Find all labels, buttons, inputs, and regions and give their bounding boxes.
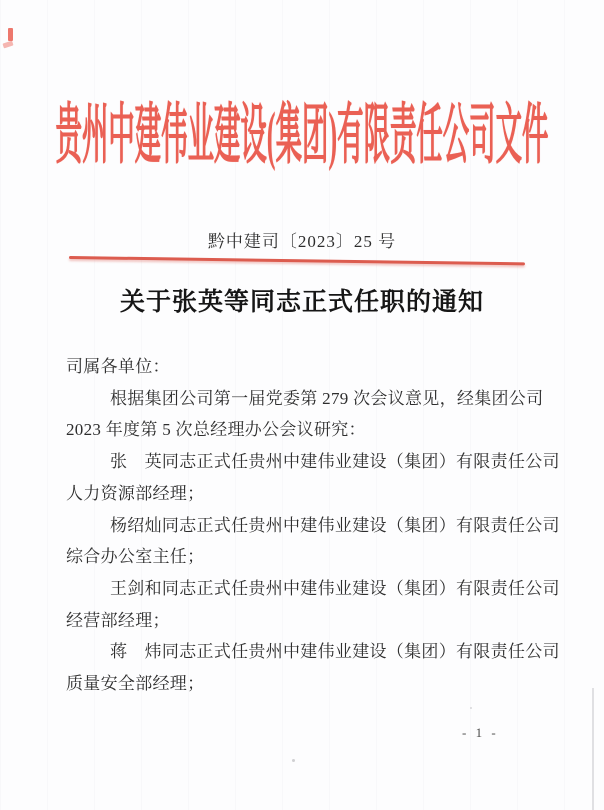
page-number: - 1 -: [462, 725, 499, 740]
body-line: 张 英同志正式任贵州中建伟业建设（集团）有限责任公司: [110, 452, 560, 472]
body-line: 经营部经理；: [66, 610, 170, 630]
scan-speck: [470, 707, 472, 709]
body-line: 2023 年度第 5 次总经理办公会议研究：: [66, 420, 366, 440]
scan-edge-streak: [592, 688, 594, 810]
doc-number: 黔中建司〔2023〕25 号: [207, 232, 397, 251]
org-title: 贵州中建伟业建设(集团)有限责任公司文件: [55, 99, 549, 172]
body-line: 蒋 炜同志正式任贵州中建伟业建设（集团）有限责任公司: [110, 642, 560, 662]
body-line: 人力资源部经理；: [66, 483, 205, 503]
body-line: 质量安全部经理；: [66, 674, 205, 694]
scan-speck: [292, 759, 295, 762]
body-line: 根据集团公司第一届党委第 279 次会议意见，经集团公司: [110, 388, 544, 408]
masthead: [0, 94, 604, 178]
body-line: 综合办公室主任；: [66, 547, 205, 567]
notice-title: 关于张英等同志正式任职的通知: [119, 289, 484, 316]
body-line: 司属各单位：: [66, 357, 170, 376]
body-line: 杨绍灿同志正式任贵州中建伟业建设（集团）有限责任公司: [110, 515, 560, 535]
corner-scan-mark: [8, 28, 13, 41]
body-line: 王剑和同志正式任贵州中建伟业建设（集团）有限责任公司: [110, 578, 560, 598]
masthead-rule-line: [69, 256, 525, 265]
notice-body: [66, 351, 574, 700]
corner-scan-mark: [2, 41, 13, 49]
